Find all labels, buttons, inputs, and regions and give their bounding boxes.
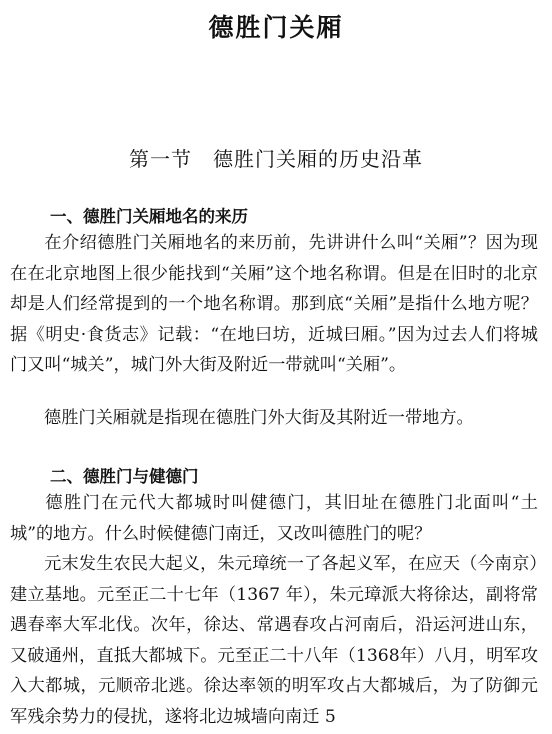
subsection-heading-origin: 一、德胜门关厢地名的来历 — [50, 207, 248, 226]
paragraph-text: 在介绍德胜门关厢地名的来历前，先讲讲什么叫“关厢”？因为现在在北京地图上很少能找到“关厢”这个地名称谓。但是在旧时的北京却是人们经常提到的一个地名称谓。那到底“关厢”是指什么地方呢？据《明史·食货志》记载：“在地曰坊，近城曰厢。”因为过去人们将城门又叫“城关”，城门外大街及附近一带就叫“关厢”。 — [10, 233, 538, 375]
paragraph-deshengmen-guanxiang-scope — [10, 403, 538, 434]
paragraph-jiandemen-location — [10, 488, 538, 549]
section-title: 第一节 德胜门关厢的历史沿革 — [129, 147, 423, 171]
paragraph-text: 德胜门关厢就是指现在德胜门外大街及其附近一带地方。 — [44, 408, 474, 428]
subsection-heading-jiandemen: 二、德胜门与健德门 — [50, 467, 199, 486]
paragraph-text: 元末发生农民大起义，朱元璋统一了各起义军，在应天（今南京）建立基地。元至正二十七年（1367 年），朱元璋派大将徐达，副将常遇春率大军北伐。次年，徐达、常遇春攻占河南后，沿运河进山东，又破通州，直抵大都城下。元至正二十八年（1368年）八月，明军攻入大都城，元顺帝北逃。徐达率领的明军攻占大都城后，为了防御元军残余势力的侵扰，遂将北边城墙向南迁 5 — [10, 554, 538, 727]
paragraph-guanxiang-definition — [10, 228, 538, 381]
paragraph-ming-conquest — [10, 549, 538, 732]
paragraph-text: 德胜门在元代大都城时叫健德门，其旧址在德胜门北面叫“土城”的地方。什么时候健德门南迁，又改叫德胜门的呢？ — [10, 493, 538, 544]
chapter-title: 德胜门关厢 — [208, 13, 344, 42]
